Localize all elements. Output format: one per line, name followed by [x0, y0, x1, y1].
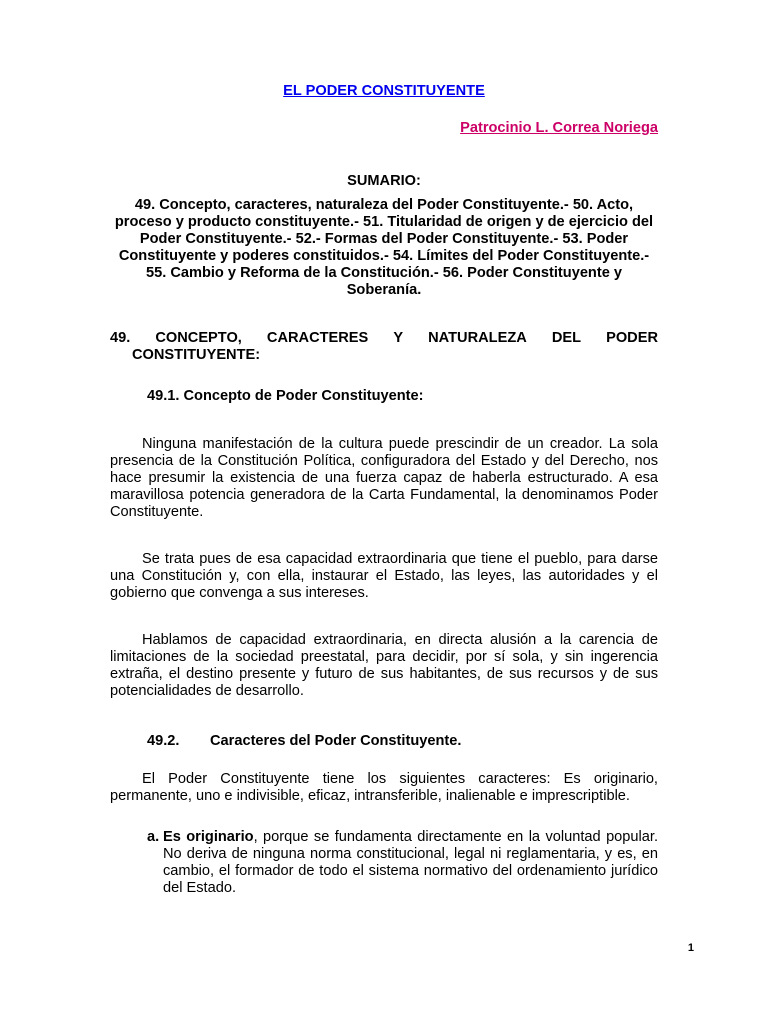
section-word: DEL — [551, 330, 582, 346]
list-marker: a. — [147, 829, 160, 845]
summary-body: 49. Concepto, caracteres, naturaleza del Poder Constituyente.- 50. Acto, proceso y producto constituyente.- 51. Titularidad de origen y de ejercicio del Poder Constituyente.- 52.- Formas del Poder Constituyente.- 53. Poder Constituyente y poderes constituidos.- 54. Límites del Poder Constituyente.- 55. Cambio y Reforma de la Constitución.- 56. Poder Constituyente y Soberanía. — [114, 197, 654, 298]
subsection-49-1-heading: 49.1. Concepto de Poder Constituyente: — [147, 388, 424, 404]
section-word: NATURALEZA — [428, 330, 527, 346]
paragraph — [110, 436, 658, 521]
page-number: 1 — [687, 942, 694, 954]
paragraph-text: Ninguna manifestación de la cultura puede prescindir de un creador. La sola presencia de la Constitución Política, configuradora del Estado y del Derecho, nos hace presumir la existencia de una fuerza capaz de haberla estructurado. A esa maravillosa potencia generadora de la Carta Fundamental, la denominamos Poder Constituyente. — [110, 436, 658, 520]
paragraph-text: Se trata pues de esa capacidad extraordinaria que tiene el pueblo, para darse una Constitución y, con ella, instaurar el Estado, las leyes, las autoridades y el gobierno que convenga a sus intereses. — [110, 551, 658, 601]
paragraph-text: El Poder Constituyente tiene los siguientes caracteres: Es originario, permanente, uno e indivisible, eficaz, intransferible, inalienable e imprescriptible. — [110, 771, 658, 804]
subsection-49-2-heading — [147, 733, 461, 750]
caracteres-intro — [110, 771, 658, 805]
section-49-heading — [110, 330, 658, 364]
section-49-heading-continuation: CONSTITUYENTE: — [132, 347, 261, 363]
document-title — [0, 83, 768, 100]
list-item — [147, 829, 658, 897]
list-item-text: , porque se fundamenta directamente en la voluntad popular. No deriva de ninguna norma constitucional, legal ni reglamentaria, y es, en cambio, el formador de todo el sistema normativo del ordenamiento jurídico del Estado. — [163, 829, 658, 896]
author-name: Patrocinio L. Correa Noriega — [460, 120, 658, 136]
section-word: PODER — [606, 330, 658, 346]
paragraph — [110, 551, 658, 602]
subsection-number: 49.2. — [147, 733, 180, 749]
section-word: CONCEPTO, — [155, 330, 242, 346]
subsection-title: Caracteres del Poder Constituyente. — [210, 733, 462, 749]
section-49-heading-line — [110, 330, 658, 347]
section-word: Y — [393, 330, 404, 346]
list-item-lead: Es originario — [163, 829, 254, 845]
section-word: CARACTERES — [266, 330, 369, 346]
paragraph — [110, 632, 658, 700]
section-number: 49. — [110, 330, 131, 346]
summary-heading: SUMARIO: — [347, 173, 421, 189]
paragraph-text: Hablamos de capacidad extraordinaria, en directa alusión a la carencia de limitaciones de la sociedad preestatal, para decidir, por sí sola, y sin ingerencia extraña, el destino presente y futuro de sus habitantes, de sus recursos y de sus potencialidades de desarrollo. — [110, 632, 658, 699]
list-item-content — [147, 829, 658, 897]
document-title-link[interactable]: EL PODER CONSTITUYENTE — [283, 83, 485, 99]
